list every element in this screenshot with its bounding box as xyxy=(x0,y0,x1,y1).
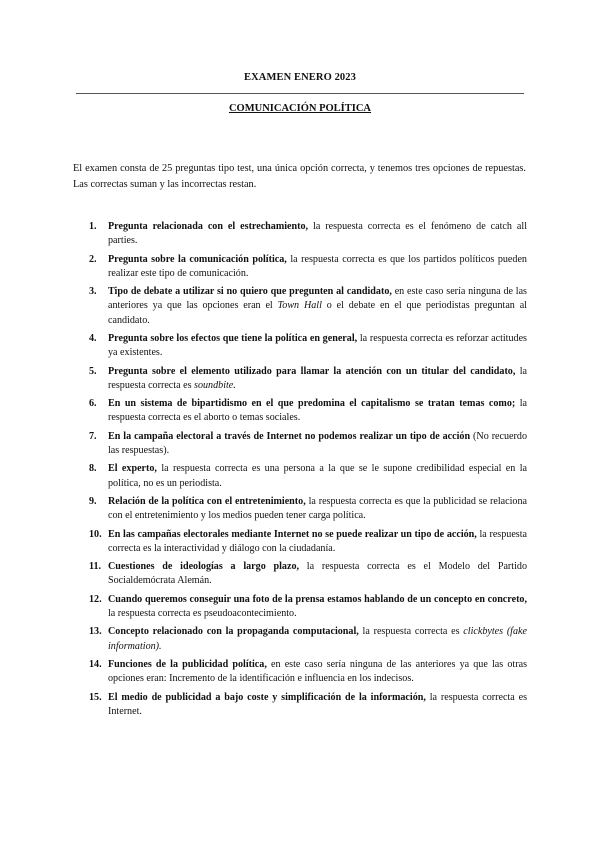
question-item xyxy=(89,285,527,328)
question-answer: la respuesta correcta es el Modelo del Partido Socialdemócrata Alemán. xyxy=(108,561,527,587)
question-answer: (No recuerdo las respuestas). xyxy=(108,430,527,456)
question-answer-italic: soundbite. xyxy=(194,379,236,391)
question-item xyxy=(89,220,527,248)
question-answer: la respuesta correcta es xyxy=(358,626,464,638)
question-item xyxy=(89,691,527,719)
question-item xyxy=(89,593,527,621)
question-number: 6. xyxy=(89,398,97,410)
question-answer: la respuesta correcta es el fenómeno de catch all parties. xyxy=(108,221,527,247)
question-topic: En las campañas electorales mediante Internet no se puede realizar un tipo de acción, xyxy=(108,528,477,540)
question-number: 3. xyxy=(89,286,97,298)
question-item xyxy=(89,430,527,458)
question-answer: en este caso sería ninguna de las anteriores ya que las otras opciones eran: Incremento de la identificación e influencia en los indecisos. xyxy=(108,658,527,685)
question-answer-tail: o el debate en el que periodistas preguntan al candidato. xyxy=(108,300,527,326)
question-item xyxy=(89,253,527,281)
question-number: 13. xyxy=(89,626,102,638)
question-answer: la respuesta correcta es pseudoacontecimiento. xyxy=(108,607,297,619)
question-answer: la respuesta correcta es que la publicidad se relaciona con el entretenimiento y los medios pueden tener carga política. xyxy=(108,495,527,522)
question-answer: la respuesta correcta es reforzar actitudes ya existentes. xyxy=(108,332,527,359)
question-item xyxy=(89,397,527,425)
question-topic: En la campaña electoral a través de Internet no podemos realizar un tipo de acción xyxy=(108,430,471,442)
question-topic: Pregunta sobre el elemento utilizado para llamar la atención con un titular del candidato, xyxy=(108,365,516,377)
question-answer: en este caso sería ninguna de las anteriores ya que las opciones eran el xyxy=(108,286,527,312)
question-answer-italic: Town Hall xyxy=(277,300,322,312)
question-list xyxy=(89,220,527,723)
question-topic: En un sistema de bipartidismo en el que predomina el capitalismo se tratan temas como; xyxy=(108,398,516,410)
question-topic: Relación de la política con el entretenimiento, xyxy=(108,495,306,507)
question-number: 11. xyxy=(89,561,102,573)
question-item xyxy=(89,495,527,523)
question-item xyxy=(89,560,527,588)
question-answer-italic: clickbytes (fake information). xyxy=(108,626,527,652)
intro-paragraph: El examen consta de 25 preguntas tipo test, una única opción correcta, y tenemos tres opciones de repuestas. Las correctas suman y las incorrectas restan. xyxy=(73,163,526,190)
question-number: 8. xyxy=(89,463,97,475)
question-topic: Funciones de la publicidad política, xyxy=(108,658,267,670)
question-answer: la respuesta correcta es xyxy=(108,365,528,391)
question-item xyxy=(89,528,527,556)
subject-title: COMUNICACIÓN POLÍTICA xyxy=(228,103,372,114)
question-item xyxy=(89,462,527,490)
question-topic: Cuestiones de ideologías a largo plazo, xyxy=(108,561,300,573)
question-item xyxy=(89,332,527,360)
question-item xyxy=(89,658,527,686)
question-topic: Pregunta relacionada con el estrechamiento, xyxy=(108,221,309,232)
question-answer: la respuesta correcta es la interactividad y diálogo con la ciudadanía. xyxy=(108,528,528,554)
question-topic: El experto, xyxy=(108,463,157,475)
question-answer: la respuesta correcta es el aborto o temas sociales. xyxy=(108,398,527,424)
question-answer: la respuesta correcta es una persona a la que se le supone credibilidad especial en la política, no es un periodista. xyxy=(108,463,528,489)
question-topic: Pregunta sobre la comunicación política, xyxy=(108,253,287,265)
question-number: 14. xyxy=(89,658,102,670)
question-item xyxy=(89,625,527,653)
question-number: 9. xyxy=(89,495,97,507)
title-divider xyxy=(76,93,524,94)
question-number: 12. xyxy=(89,593,102,605)
question-number: 7. xyxy=(89,430,97,442)
question-answer: la respuesta correcta es que los partidos políticos pueden realizar este tipo de comunicación. xyxy=(108,253,527,279)
question-item xyxy=(89,365,527,393)
question-number: 2. xyxy=(89,253,97,265)
question-topic: Cuando queremos conseguir una foto de la prensa estamos hablando de un concepto en concreto, xyxy=(108,593,527,605)
question-answer: la respuesta correcta es Internet. xyxy=(108,691,527,717)
question-number: 10. xyxy=(89,528,102,540)
exam-title: EXAMEN ENERO 2023 xyxy=(244,72,356,83)
question-number: 1. xyxy=(89,221,97,232)
question-number: 4. xyxy=(89,332,97,344)
question-topic: Pregunta sobre los efectos que tiene la política en general, xyxy=(108,332,358,344)
question-topic: El medio de publicidad a bajo coste y simplificación de la información, xyxy=(108,691,426,703)
question-topic: Tipo de debate a utilizar si no quiero que pregunten al candidato, xyxy=(108,286,392,298)
question-topic: Concepto relacionado con la propaganda computacional, xyxy=(108,626,359,638)
question-number: 15. xyxy=(89,691,102,703)
question-number: 5. xyxy=(89,365,97,377)
